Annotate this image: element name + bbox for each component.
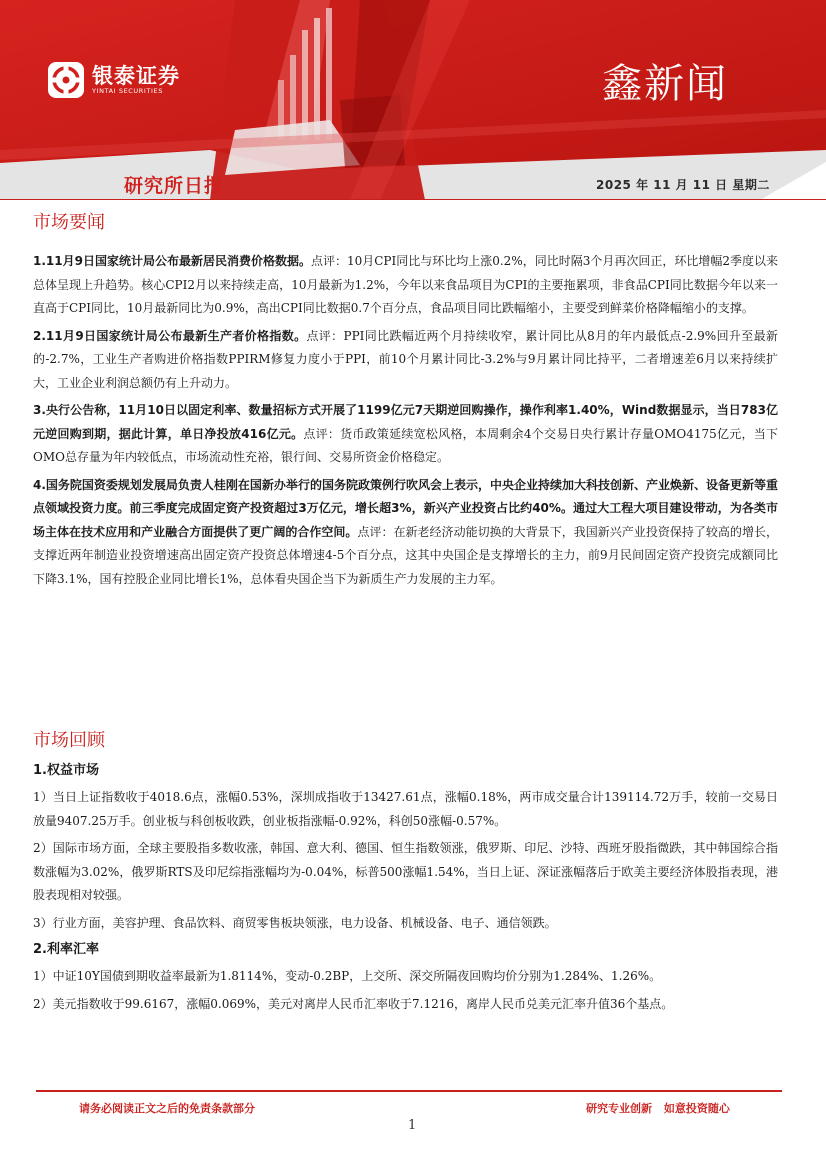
- news-item: [33, 325, 778, 396]
- section-title-market-review: 市场回顾: [33, 730, 105, 751]
- equity-paragraph: 2）国际市场方面，全球主要股指多数收涨，韩国、意大利、德国、恒生指数领涨，俄罗斯、印尼、沙特、西班牙股指微跌，其中韩国综合指数涨幅为3.02%，俄罗斯RTS及印尼综指涨幅均为-0.04%，标普500涨幅1.54%，当日上证、深证涨幅落后于欧美主要经济体股指表现，港股表现相对较强。: [33, 841, 778, 902]
- news-item: [33, 474, 778, 592]
- market-news-list: [33, 250, 778, 595]
- news-item-headline: 3.央行公告称，11月10日以固定利率、数量招标方式开展了1199亿元7天期逆回购操作，操作利率1.40%，Wind数据显示，当日783亿元逆回购到期，据此计算，单日净投放416亿元。: [33, 403, 778, 441]
- rates-heading: 2.利率汇率: [33, 942, 99, 957]
- equity-paragraph: 3）行业方面，美容护理、食品饮料、商贸零售板块领涨，电力设备、机械设备、电子、通信领跌。: [33, 915, 557, 930]
- market-review: [33, 760, 778, 1020]
- logo-name-cn: 银泰证券: [92, 63, 180, 88]
- footer-divider: [36, 1090, 782, 1092]
- section-title-market-news: 市场要闻: [33, 212, 105, 233]
- equity-heading: 1.权益市场: [33, 763, 99, 778]
- page-number: 1: [408, 1118, 417, 1133]
- footer-slogan: 研究专业创新 如意投资随心: [586, 1102, 730, 1115]
- equity-paragraph: 1）当日上证指数收于4018.6点，涨幅0.53%，深圳成指收于13427.61点，涨幅0.18%，两市成交量合计139114.72万手，较前一交易日放量9407.25万手。创业板与科创板收跌，创业板指涨幅-0.92%，科创50涨幅-0.57%。: [33, 790, 778, 828]
- company-logo: [48, 62, 180, 98]
- rates-paragraph: 2）美元指数收于99.6167，涨幅0.069%，美元对离岸人民币汇率收于7.1216，离岸人民币兑美元汇率升值36个基点。: [33, 996, 674, 1011]
- news-item-headline: 4.国务院国资委规划发展局负责人桂刚在国新办举行的国务院政策例行吹风会上表示，中央企业持续加大科技创新、产业焕新、设备更新等重点领域投资力度。前三季度完成固定资产投资超过3万亿元，增长超3%，新兴产业投资占比约40%。通过大工程大项目建设带动，为各类市场主体在技术应用和产业融合方面提供了更广阔的合作空间。: [33, 477, 778, 539]
- news-item-comment: 点评：货币政策延续宽松风格，本周剩余4个交易日央行累计存量OMO4175亿元，当下OMO总存量为年内较低点，市场流动性充裕，银行间、交易所资金价格稳定。: [33, 426, 778, 464]
- rates-paragraph: 1）中证10Y国债到期收益率最新为1.8114%，变动-0.2BP，上交所、深交所隔夜回购均价分别为1.284%、1.26%。: [33, 969, 662, 983]
- news-item-headline: 2.11月9日国家统计局公布最新生产者价格指数。: [33, 328, 307, 343]
- logo-name-en: YINTAI SECURITIES: [92, 86, 163, 95]
- brand-title: 鑫新闻: [602, 61, 728, 107]
- news-item: [33, 399, 778, 470]
- logo-mark-icon: [48, 62, 84, 98]
- footer-disclaimer[interactable]: 请务必阅读正文之后的免责条款部分: [79, 1102, 255, 1115]
- report-date: 2025 年 11 月 11 日 星期二: [596, 178, 770, 192]
- news-item-headline: 1.11月9日国家统计局公布最新居民消费价格数据。: [33, 254, 311, 268]
- report-title: 研究所日报: [124, 175, 225, 197]
- news-item-comment: 点评：在新老经济动能切换的大背景下，我国新兴产业投资保持了较高的增长，支撑近两年制造业投资增速高出固定资产投资总体增速4-5个百分点，这其中央国企是支撑增长的主力，前9月民间固定资产投资完成额同比下降3.1%，国有控股企业同比增长1%，总体看央国企当下为新质生产力发展的主力军。: [33, 524, 778, 586]
- news-item-comment: 点评：10月CPI同比与环比均上涨0.2%，同比时隔3个月再次回正，环比增幅2季度以来总体呈现上升趋势。核心CPI2月以来持续走高，10月最新为1.2%，今年以来食品项目为CPI的主要拖累项，非食品CPI同比数据今年以来一直高于CPI同比，10月最新同比为0.9%，高出CPI同比数据0.7个百分点，食品项目同比跌幅缩小，主要受到鲜菜价格降幅缩小的支撑。: [33, 254, 778, 315]
- news-item-comment: 点评：PPI同比跌幅近两个月持续收窄，累计同比从8月的年内最低点-2.9%回升至最新的-2.7%，工业生产者购进价格指数PPIRM修复力度小于PPI，前10个月累计同比-3.2%与9月累计同比持平，二者增速差6月以来持续扩大，工业企业利润总额仍有上升动力。: [33, 328, 778, 390]
- news-item: [33, 250, 778, 321]
